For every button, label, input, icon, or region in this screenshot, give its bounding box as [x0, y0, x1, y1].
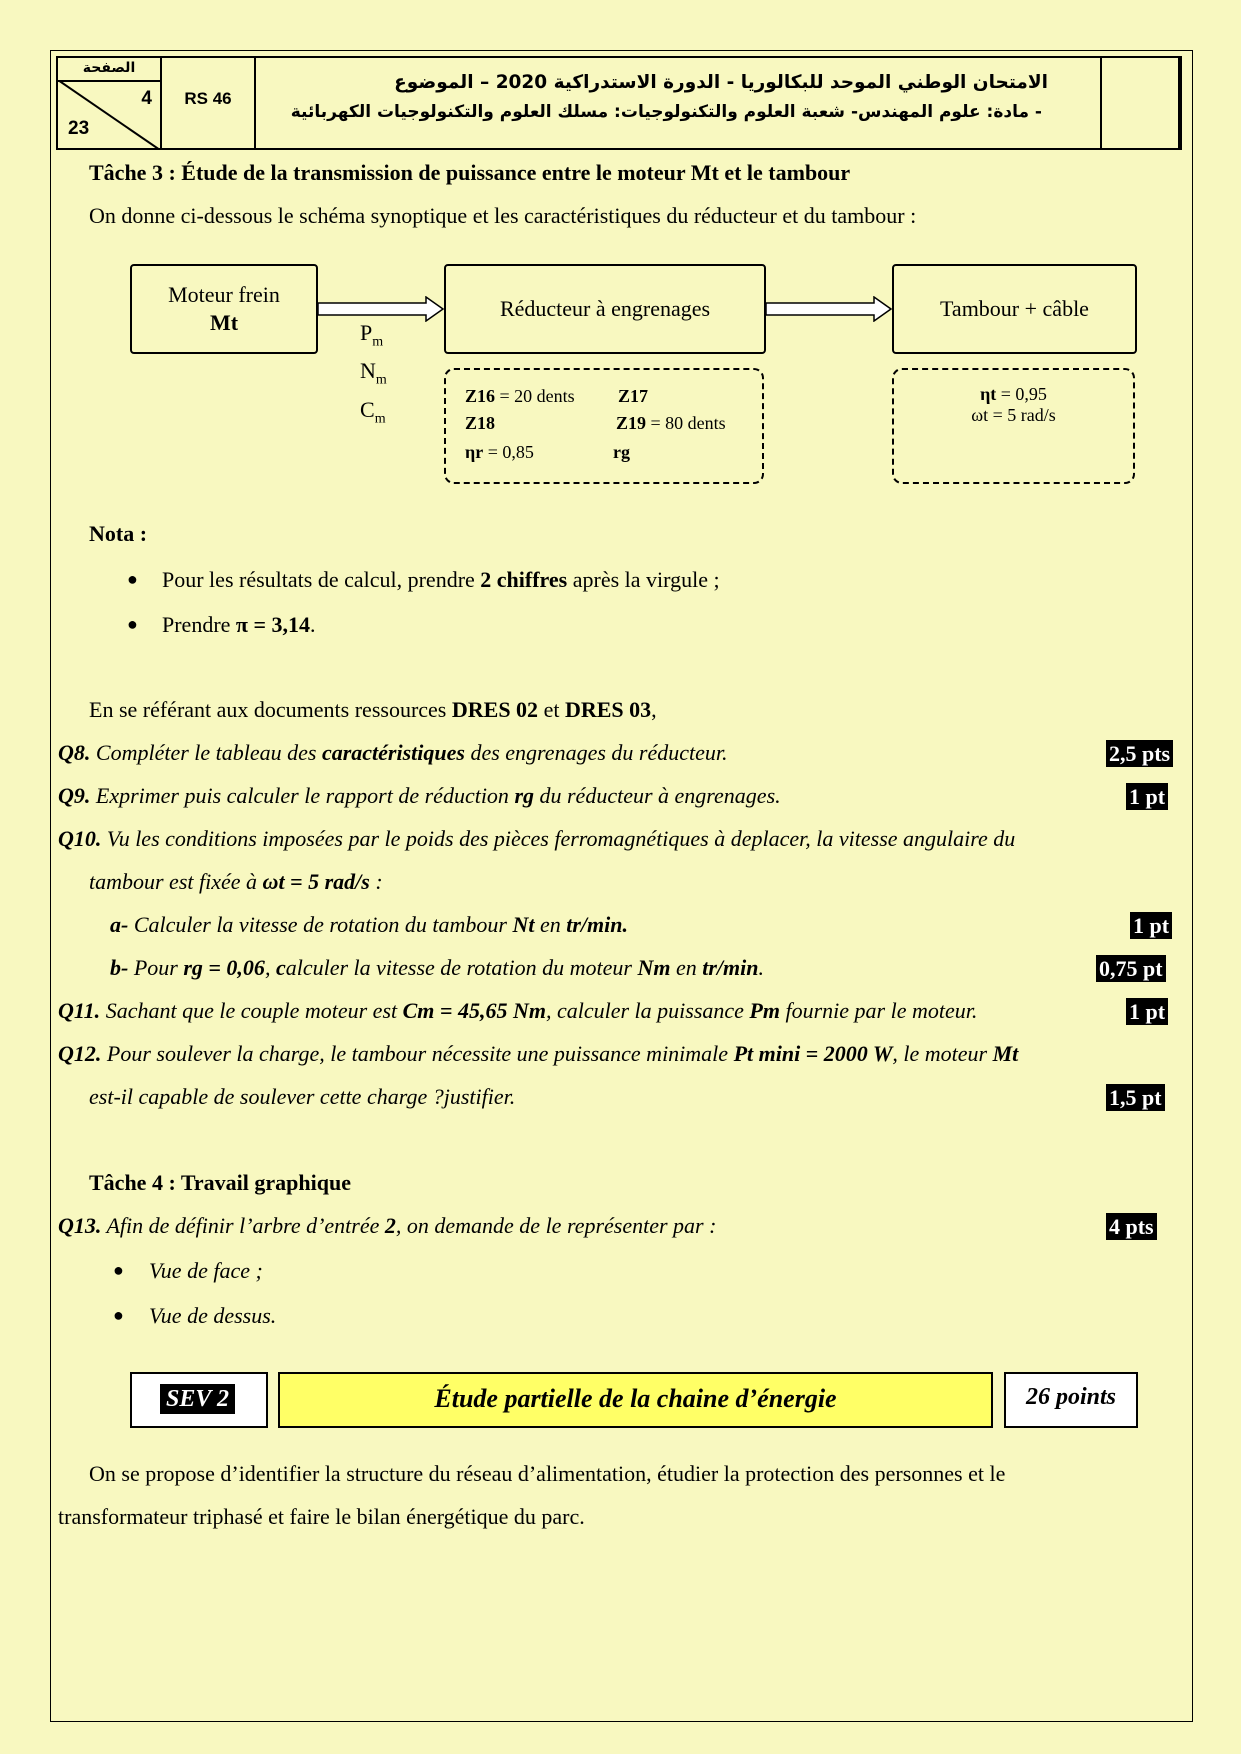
- page-total: 23: [68, 118, 90, 139]
- question-q9: Q9. Exprimer puis calculer le rapport de réduction rg du réducteur à engrenages.: [58, 783, 781, 808]
- motor-quantities: $P_m$ $N_m$ $C_m$: [360, 320, 387, 427]
- nota-item-2: Prendre π = 3,14.: [162, 612, 316, 637]
- task4-title: Tâche 4 : Travail graphique: [89, 1170, 351, 1195]
- cm-label: C: [360, 396, 375, 422]
- reducer-to-drum-arrow: [766, 296, 894, 322]
- question-q10a: a- Calculer la vitesse de rotation du tambour Nt en tr/min.: [110, 912, 628, 937]
- q9-points-badge: 1 pt: [1126, 783, 1168, 810]
- question-q10b: b- Pour rg = 0,06, calculer la vitesse de rotation du moteur Nm en tr/min.: [110, 955, 764, 980]
- sev-points: 26 points: [1004, 1372, 1138, 1428]
- reducer-label: Réducteur à engrenages: [499, 296, 711, 321]
- q10b-points-badge: 0,75 pt: [1096, 955, 1166, 982]
- motor-id: Mt: [209, 310, 239, 335]
- q11-points-badge: 1 pt: [1126, 998, 1168, 1025]
- bullet-icon: ●: [127, 614, 138, 634]
- motor-label: Moteur frein: [168, 282, 280, 307]
- reference-line: En se référant aux documents ressources DRES 02 et DRES 03,: [89, 697, 657, 722]
- task3-title: Tâche 3 : Étude de la transmission de puissance entre le moteur Mt et le tambour: [89, 160, 851, 185]
- drum-specs: ηt = 0,95 ωt = 5 rad/s: [892, 368, 1135, 484]
- bullet-icon: ●: [113, 1305, 124, 1325]
- exam-title-cell: [256, 58, 1102, 148]
- page-number-cell: [58, 58, 162, 148]
- bullet-icon: ●: [127, 569, 138, 589]
- exam-title: الامتحان الوطني الموحد للبكالوريا - الدورة الاستدراكية 2020 – الموضوع: [394, 72, 1048, 93]
- q12-points-badge: 1,5 pt: [1106, 1084, 1165, 1111]
- bullet-icon: ●: [113, 1260, 124, 1280]
- pm-label: P: [360, 320, 373, 345]
- reducer-specs: Z16 = 20 dents Z17 Z18 Z19 = 80 dents ηr = 0,85 rg: [444, 368, 764, 484]
- page-number: 4: [141, 88, 152, 109]
- exam-code: RS 46: [162, 58, 256, 148]
- drum-label: Tambour + câble: [940, 296, 1089, 321]
- drum-box: [892, 264, 1137, 354]
- sev-label: SEV 2: [160, 1384, 235, 1414]
- closing-line-1: On se propose d’identifier la structure du réseau d’alimentation, étudier la protection des personnes et le: [89, 1461, 1006, 1486]
- page-label: الصفحة: [58, 58, 160, 82]
- empty-cell: [1102, 58, 1180, 148]
- question-q8: Q8. Compléter le tableau des caractéristiques des engrenages du réducteur.: [58, 740, 728, 765]
- question-q10-cont: tambour est fixée à ωt = 5 rad/s :: [89, 869, 383, 894]
- q8-points-badge: 2,5 pts: [1106, 740, 1173, 767]
- view-top: Vue de dessus.: [149, 1303, 277, 1328]
- nm-label: N: [360, 358, 376, 384]
- motor-box: [130, 264, 318, 354]
- nota-title: Nota :: [89, 521, 148, 546]
- question-q11: Q11. Sachant que le couple moteur est Cm = 45,65 Nm, calculer la puissance Pm fournie par le moteur.: [58, 998, 978, 1023]
- reducer-box: [444, 264, 766, 354]
- q13-points-badge: 4 pts: [1106, 1213, 1157, 1240]
- nota-item-1: Pour les résultats de calcul, prendre 2 chiffres après la virgule ;: [162, 567, 720, 592]
- view-front: Vue de face ;: [149, 1258, 263, 1283]
- exam-subject: - مادة: علوم المهندس- شعبة العلوم والتكنولوجيات: مسلك العلوم والتكنولوجيات الكهربائية: [290, 102, 1042, 122]
- question-q12: Q12. Pour soulever la charge, le tambour nécessite une puissance minimale Pt mini = 2000 W, le moteur Mt: [58, 1041, 1019, 1066]
- sev-label-box: [130, 1372, 268, 1428]
- q10a-points-badge: 1 pt: [1130, 912, 1172, 939]
- task3-intro: On donne ci-dessous le schéma synoptique et les caractéristiques du réducteur et du tambour :: [89, 203, 917, 228]
- question-q13: Q13. Afin de définir l’arbre d’entrée 2, on demande de le représenter par :: [58, 1213, 717, 1238]
- exam-header: [56, 56, 1182, 150]
- sev-title: Étude partielle de la chaine d’énergie: [278, 1372, 993, 1428]
- question-q12-cont: est-il capable de soulever cette charge ?justifier.: [89, 1084, 516, 1109]
- question-q10: Q10. Vu les conditions imposées par le poids des pièces ferromagnétiques à deplacer, la vitesse angulaire du: [58, 826, 1016, 851]
- closing-line-2: transformateur triphasé et faire le bilan énergétique du parc.: [58, 1504, 585, 1529]
